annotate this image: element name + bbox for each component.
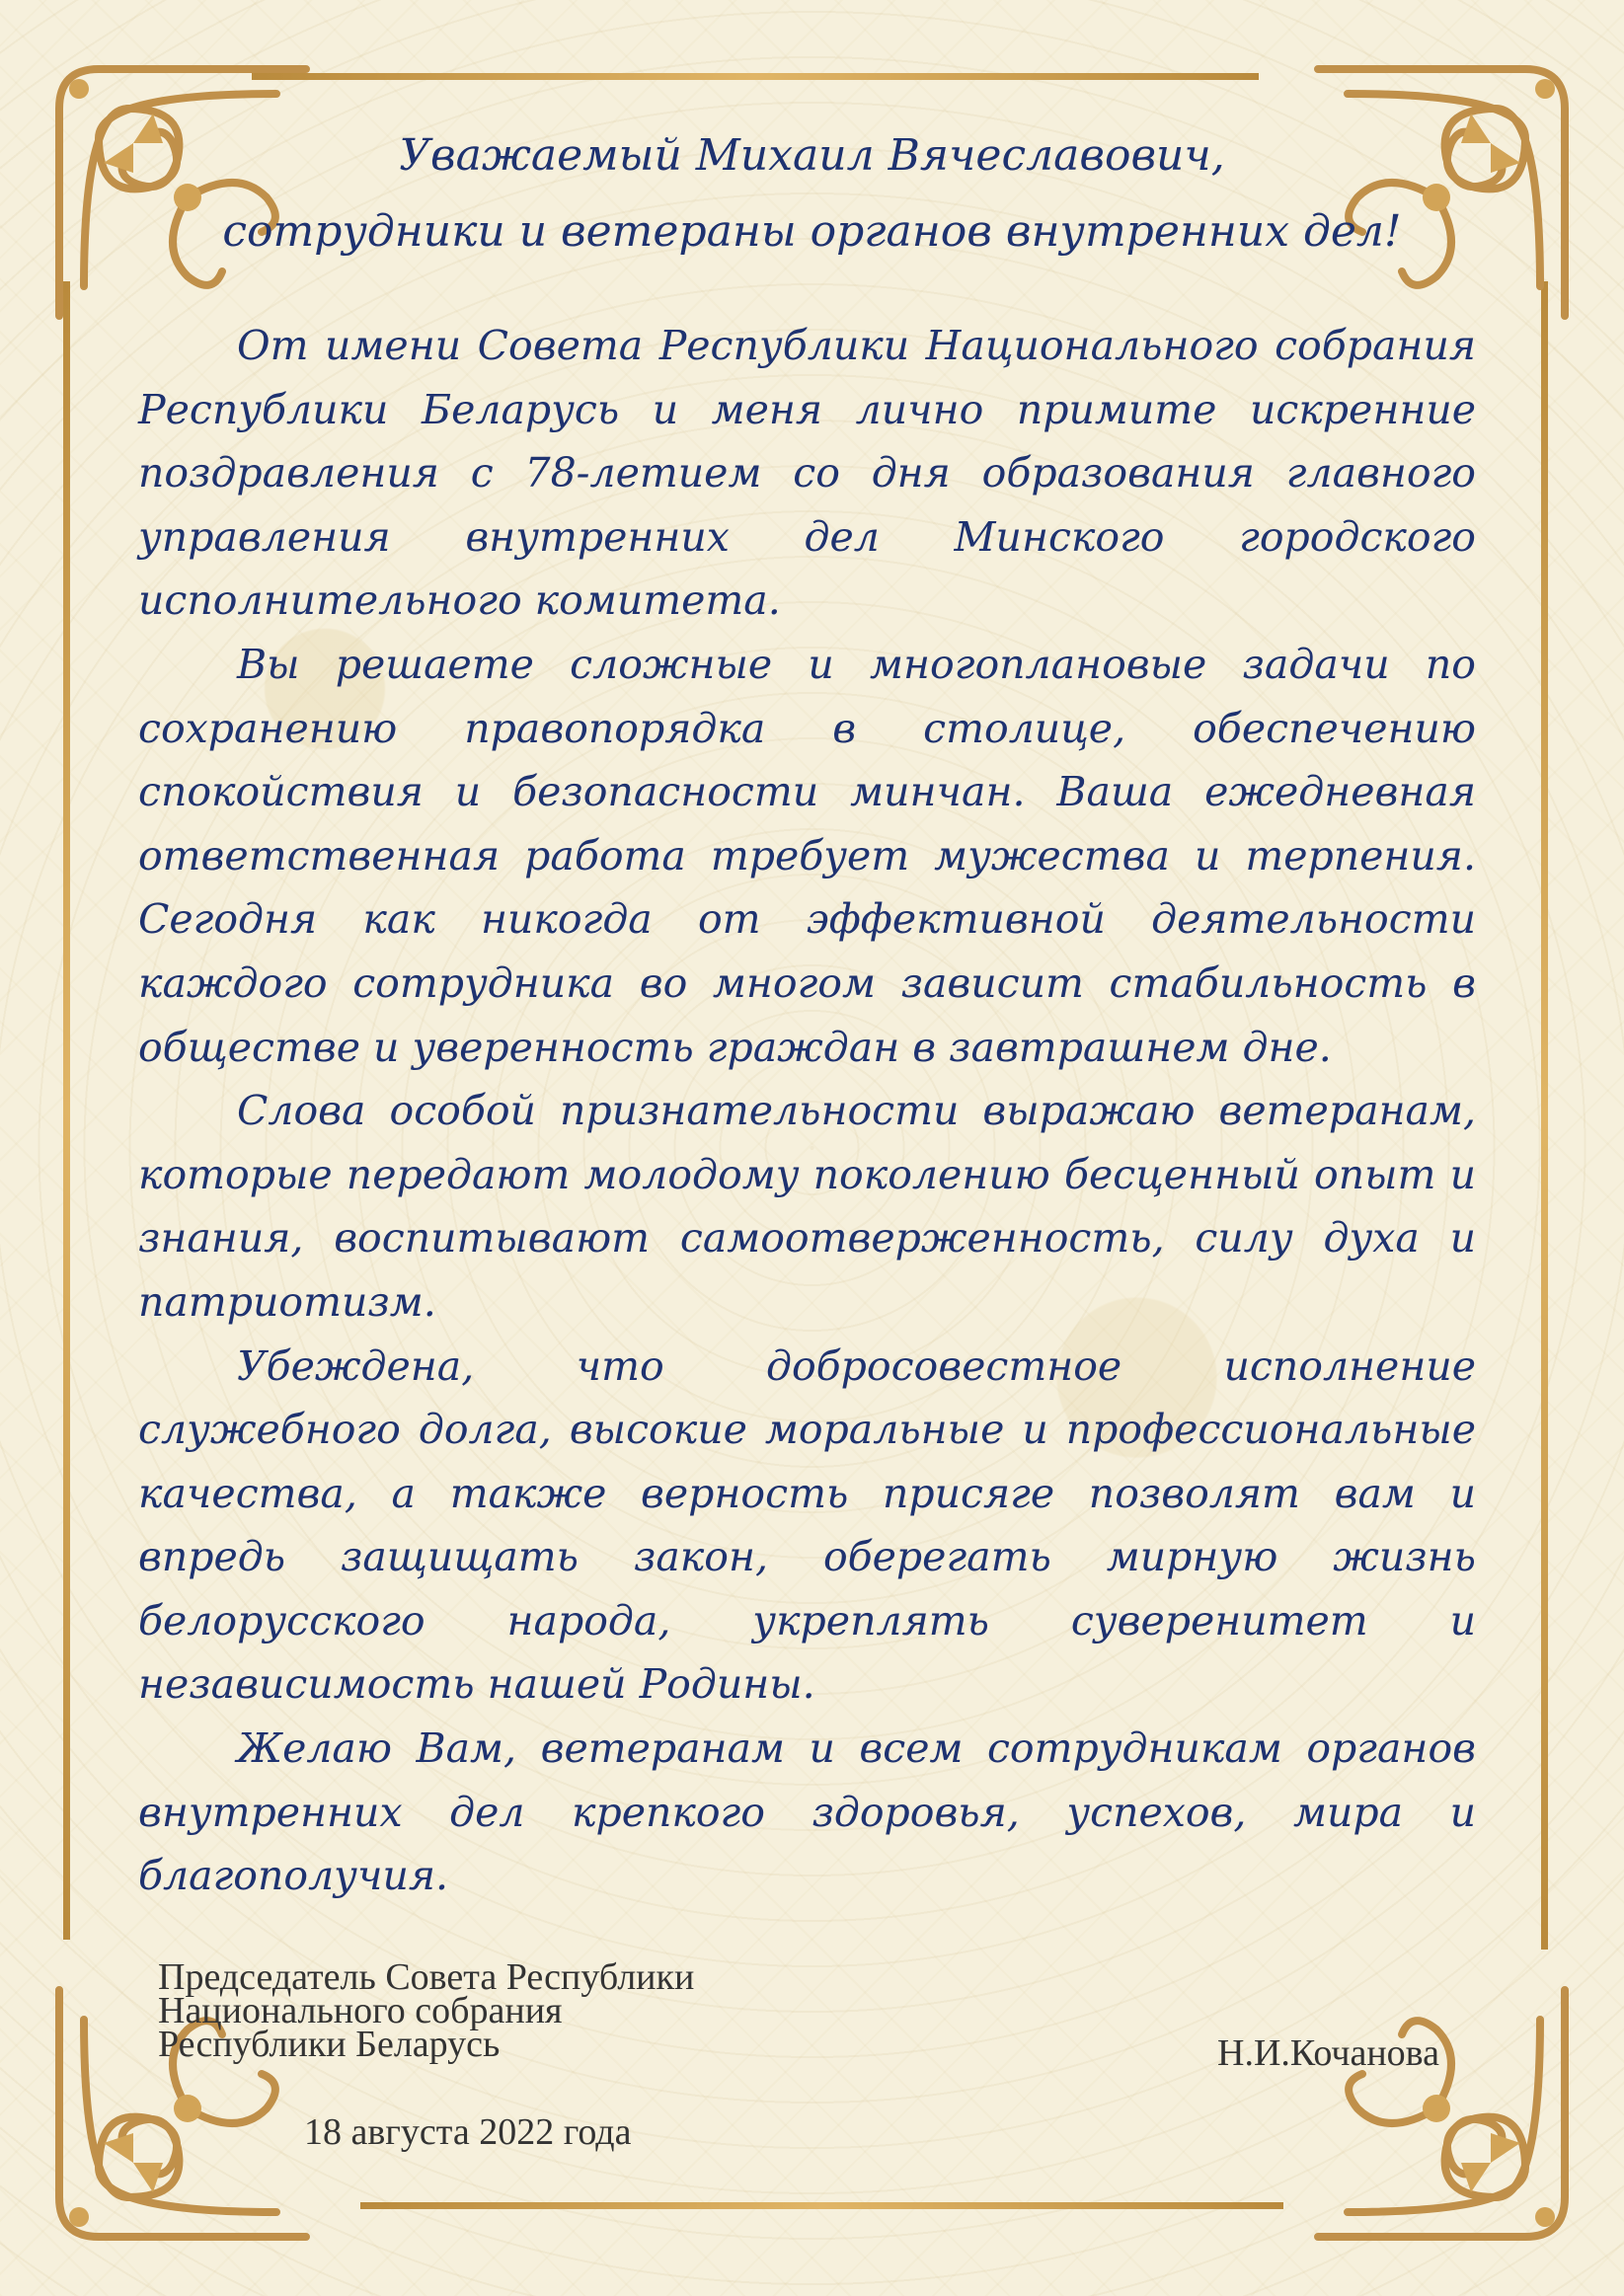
body-paragraph: От имени Совета Республики Национального собрания Республики Беларусь и меня лично примите искренние поздравления с 78-летием со дня образования главного управления внутренних дел Минского городского исполнительного комитета. [138,322,1476,625]
frame-bottom-line [360,2202,1283,2209]
signatory-name: Н.И.Кочанова [1217,2032,1439,2074]
frame-right-line [1541,281,1548,1950]
frame-top-line [252,73,1259,80]
body-paragraph: Желаю Вам, ветеранам и всем сотрудникам органов внутренних дел крепкого здоровья, успехов, мира и благополучия. [138,1724,1476,1900]
body-paragraph: Убеждена, что добросовестное исполнение служебного долга, высокие моральные и профессиональные качества, а также верность присяге позволят вам и впредь защищать закон, оберегать мирную жизнь белорусского народа, укреплять суверенитет и независимость нашей Родины. [138,1341,1476,1709]
ornamental-corner-icon [1298,1970,1585,2257]
body-paragraph: Слова особой признательности выражаю ветеранам, которые передают молодому поколению бесценный опыт и знания, воспитывают самоотверженность, силу духа и патриотизм. [138,1087,1476,1326]
body-paragraph: Вы решаете сложные и многоплановые задачи по сохранению правопорядка в столице, обеспечению спокойствия и безопасности минчан. Ваша ежедневная ответственная работа требует мужества и терпения. Сегодня как никогда от эффективной деятельности каждого сотрудника во многом зависит стабильность в обществе и уверенность граждан в завтрашнем дне. [138,640,1476,1071]
letter-body [138,314,1476,1908]
greeting-line-1: Уважаемый Михаил Вячеславович, [399,130,1225,181]
letter-date: 18 августа 2022 года [304,2111,632,2153]
signatory-title: Председатель Совета Республики Национального собрания Республики Беларусь [158,1956,695,2065]
frame-left-line [63,281,70,1940]
greeting-line-2: сотрудники и ветераны органов внутренних дел! [222,206,1402,257]
